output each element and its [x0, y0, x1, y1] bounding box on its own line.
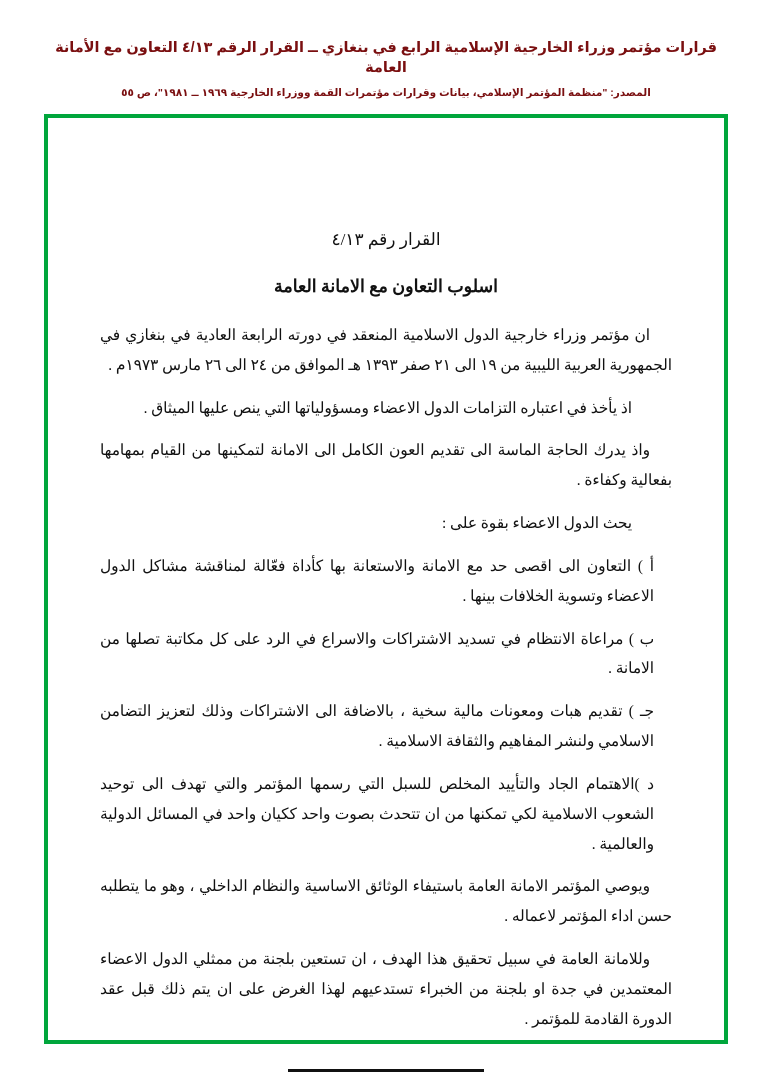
paragraph: اذ يأخذ في اعتباره التزامات الدول الاعضاء ومسؤولياتها التي ينص عليها الميثاق . [143, 399, 632, 417]
decision-number: القرار رقم ٤/١٣ [331, 230, 441, 249]
section-divider [288, 1069, 484, 1072]
list-item: ب ) مراعاة الانتظام في تسديد الاشتراكات والاسراع في الرد على كل مكاتبة تصلها من الامانة . [100, 630, 654, 678]
list-item: جـ ) تقديم هبات ومعونات مالية سخية ، بالاضافة الى الاشتراكات وذلك لتعزيز التضامن الاسلامي ولنشر المفاهيم والثقافة الاسلامية . [100, 703, 654, 751]
decision-title: اسلوب التعاون مع الامانة العامة [273, 276, 499, 296]
header-source: المصدر: "منظمة المؤتمر الإسلامي، بيانات وقرارات مؤتمرات القمة ووزراء الخارجية ١٩٦٩ ــ ١٩٨١"، ص ٥٥ [121, 86, 651, 99]
paragraph: ان مؤتمر وزراء خارجية الدول الاسلامية المنعقد في دورته الرابعة العادية في بنغازي في الجمهورية العربية الليبية من ١٩ الى ٢١ صفر ١٣٩٣ هـ الموافق من ٢٤ الى ٢٦ مارس ١٩٧٣م . [100, 327, 672, 374]
list-item: د )الاهتمام الجاد والتأييد المخلص للسبل التي رسمها المؤتمر والتي تهدف الى توحيد الشعوب الاسلامية لكي تمكنها من ان تتحدث بصوت واحد ككيان واحد في المسائل الدولية والعالمية . [100, 775, 654, 853]
list-item: أ ) التعاون الى اقصى حد مع الامانة والاستعانة بها كأداة فعّالة لمناقشة مشاكل الدول الاعضاء وتسوية الخلافات بينها . [100, 557, 654, 605]
paragraph: واذ يدرك الحاجة الماسة الى تقديم العون الكامل الى الامانة لتمكينها من القيام بمهامها بفعالية وكفاءة . [100, 442, 672, 490]
document-body [48, 118, 724, 1072]
header-title: قرارات مؤتمر وزراء الخارجية الإسلامية الرابع في بنغازي ــ القرار الرقم ٤/١٣ التعاون مع الأمانة العامة [55, 40, 717, 77]
paragraph: ويوصي المؤتمر الامانة العامة باستيفاء الوثائق الاساسية والنظام الداخلي ، وهو ما يتطلبه حسن اداء المؤتمر لاعماله . [100, 878, 672, 926]
paragraph: وللامانة العامة في سبيل تحقيق هذا الهدف ، ان تستعين بلجنة من ممثلي الدول الاعضاء المعتمدين في جدة او بلجنة من الخبراء تستدعيهم لهذا الغرض على ان يتم ذلك قبل عقد الدورة القادمة للمؤتمر . [100, 951, 672, 1028]
green-frame [44, 114, 728, 1044]
document-header [0, 0, 772, 100]
lead-in-text: يحث الدول الاعضاء بقوة على : [441, 515, 632, 533]
